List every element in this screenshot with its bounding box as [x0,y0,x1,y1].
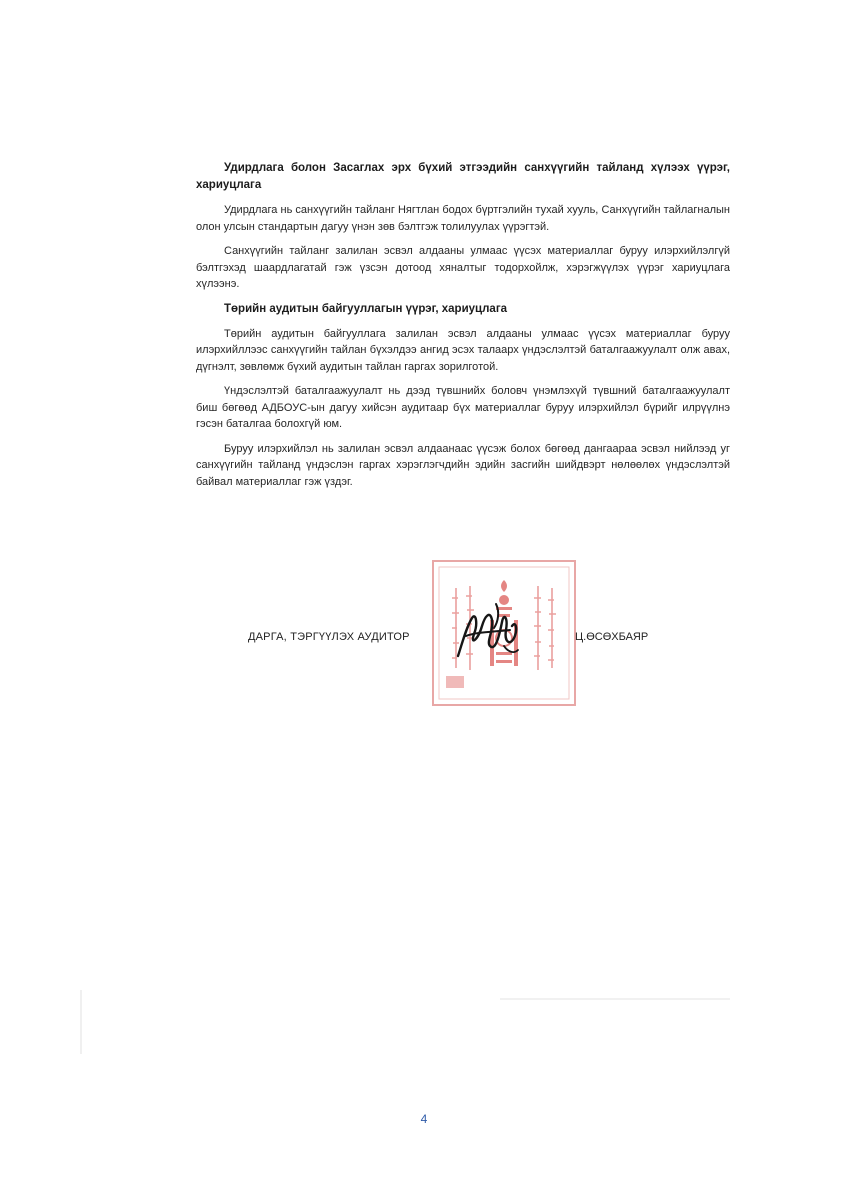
signatory-name: Ц.ӨСӨХБАЯР [575,631,649,643]
paragraph: Үндэслэлтэй баталгаажуулалт нь дээд түвшнийх боловч үнэмлэхүй түвшний баталгаажуулалт биш бөгөөд АДБОУС-ын дагуу хийсэн аудитаар бүх материаллаг буруу илэрхийлэл бүрийг илрүүлнэ гэсэн баталгаа болохгүй юм. [196,385,730,430]
handwritten-signature-icon [452,596,526,666]
paragraph: Санхүүгийн тайланг залилан эсвэл алдааны улмаас үүсэх материаллаг буруу илэрхийлэлгүй бэлтгэхэд шаардлагатай гэж үзсэн дотоод хяналтыг тодорхойлж, хэрэгжүүлэх үүрэг хариуцлага хүлээнэ. [196,245,730,290]
scan-artifact [500,998,730,1000]
paragraph: Төрийн аудитын байгууллага залилан эсвэл алдааны улмаас үүсэх материаллаг буруу илэрхийллээс санхүүгийн тайлан бүхэлдээ ангид эсэх талаарх үндэслэлтэй баталгаажуулалт олж авах, дүгнэлт, зөвлөмж бүхий аудитын тайлан гаргах зорилготой. [196,327,730,373]
section-heading-audit: Төрийн аудитын байгууллагын үүрэг, хариуцлага [224,302,508,315]
paragraph: Буруу илэрхийлэл нь залилан эсвэл алдаанаас үүсэж болох бөгөөд дангаараа эсвэл нийлээд уг санхүүгийн тайланд үндэслэн гаргах хэрэглэгчдийн эдийн засгийн шийдвэрт нөлөөлөх үндэслэлтэй байвал материаллаг гэж үздэг. [196,442,730,488]
paragraph: Удирдлага нь санхүүгийн тайланг Нягтлан бодох бүртгэлийн тухай хууль, Санхүүгийн тайлагналын олон улсын стандартын дагуу үнэн зөв бэлтгэж толилуулах үүрэгтэй. [196,204,730,233]
document-body [196,160,730,490]
page-number: 4 [420,1112,428,1126]
scan-artifact [80,990,82,1054]
signatory-title: ДАРГА, ТЭРГҮҮЛЭХ АУДИТОР [248,631,410,643]
section-heading-management: Удирдлага болон Засаглах эрх бүхий этгээдийн санхүүгийн тайланд хүлээх үүрэг, хариуцлага [196,162,730,191]
